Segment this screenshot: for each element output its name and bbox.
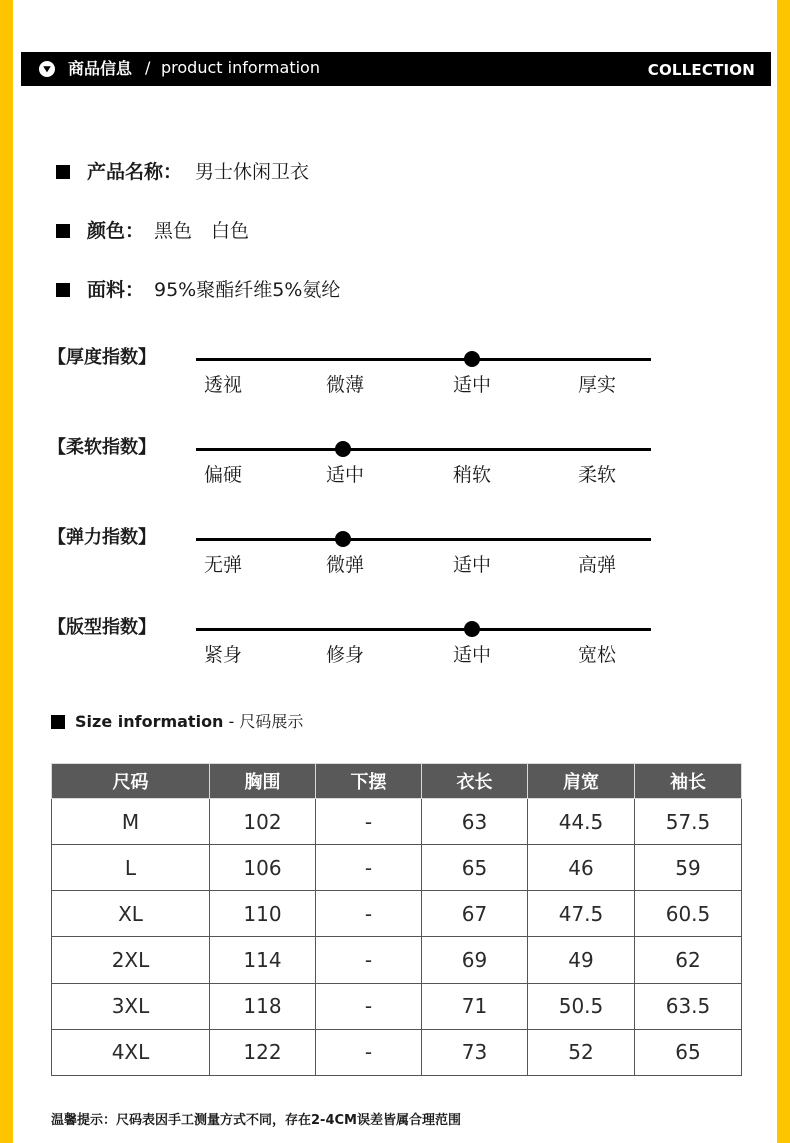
table-cell: 4XL xyxy=(52,1029,210,1075)
table-cell: - xyxy=(316,1029,422,1075)
index-scale-line xyxy=(196,628,651,631)
table-row xyxy=(52,891,742,937)
table-cell: 44.5 xyxy=(528,799,635,845)
table-cell: 49 xyxy=(528,937,635,983)
spec-label: 产品名称： xyxy=(87,161,183,183)
header-collection-label: COLLECTION xyxy=(647,61,755,79)
table-cell: 102 xyxy=(210,799,316,845)
spec-label: 面料： xyxy=(87,279,145,301)
index-option-label: 紧身 xyxy=(204,644,243,666)
index-scale-line xyxy=(196,538,651,541)
table-cell: 67 xyxy=(422,891,528,937)
index-option-label: 适中 xyxy=(453,554,492,576)
index-option-label: 适中 xyxy=(453,374,492,396)
table-cell: 52 xyxy=(528,1029,635,1075)
table-cell: 57.5 xyxy=(635,799,742,845)
table-cell: 65 xyxy=(635,1029,742,1075)
table-cell: 110 xyxy=(210,891,316,937)
table-cell: - xyxy=(316,891,422,937)
index-option-label: 偏硬 xyxy=(204,464,243,486)
table-cell: 59 xyxy=(635,845,742,891)
table-cell: - xyxy=(316,799,422,845)
table-cell: 106 xyxy=(210,845,316,891)
spec-bullet xyxy=(56,283,70,297)
table-cell: M xyxy=(52,799,210,845)
table-cell: 71 xyxy=(422,983,528,1029)
table-row xyxy=(52,937,742,983)
spec-bullet xyxy=(56,224,70,238)
table-cell: 122 xyxy=(210,1029,316,1075)
table-cell: 118 xyxy=(210,983,316,1029)
table-row xyxy=(52,1029,742,1075)
header-separator: / xyxy=(145,58,151,77)
table-cell: 2XL xyxy=(52,937,210,983)
index-selected-marker xyxy=(464,621,480,637)
table-cell: - xyxy=(316,983,422,1029)
spec-bullet xyxy=(56,165,70,179)
table-cell: XL xyxy=(52,891,210,937)
table-cell: L xyxy=(52,845,210,891)
index-selected-marker xyxy=(464,351,480,367)
index-scale-line xyxy=(196,358,651,361)
index-selected-marker xyxy=(335,441,351,457)
index-option-label: 修身 xyxy=(326,644,365,666)
table-row xyxy=(52,845,742,891)
table-row xyxy=(52,983,742,1029)
size-info-title-en: Size information xyxy=(75,712,224,731)
index-option-label: 柔软 xyxy=(578,464,617,486)
index-label: 【弹力指数】 xyxy=(48,527,156,548)
size-info-title xyxy=(75,711,303,733)
size-info-bullet xyxy=(51,715,65,729)
table-cell: 63.5 xyxy=(635,983,742,1029)
right-accent-bar xyxy=(777,0,790,1143)
header-cell-sleeve: 袖长 xyxy=(635,764,742,799)
index-option-label: 适中 xyxy=(453,644,492,666)
table-cell: 114 xyxy=(210,937,316,983)
index-option-label: 稍软 xyxy=(453,464,492,486)
size-info-title-cn: - 尺码展示 xyxy=(223,712,304,731)
size-footnote: 温馨提示：尺码表因手工测量方式不同，存在2-4CM误差皆属合理范围 xyxy=(51,1113,461,1128)
spec-label: 颜色： xyxy=(87,220,145,242)
table-cell: 50.5 xyxy=(528,983,635,1029)
index-label: 【厚度指数】 xyxy=(48,347,156,368)
header-title-cn: 商品信息 xyxy=(68,59,133,78)
index-option-label: 厚实 xyxy=(578,374,617,396)
table-cell: 3XL xyxy=(52,983,210,1029)
spec-value: 黑色 白色 xyxy=(154,220,250,242)
table-cell: 73 xyxy=(422,1029,528,1075)
header-cell-hem: 下摆 xyxy=(316,764,422,799)
table-cell: 65 xyxy=(422,845,528,891)
spec-value: 男士休闲卫衣 xyxy=(195,161,310,183)
index-scale-line xyxy=(196,448,651,451)
index-option-label: 透视 xyxy=(204,374,243,396)
size-table-header-row xyxy=(52,764,742,799)
index-option-label: 微薄 xyxy=(326,374,365,396)
table-cell: 62 xyxy=(635,937,742,983)
product-info-header xyxy=(21,52,771,86)
table-cell: - xyxy=(316,937,422,983)
table-cell: - xyxy=(316,845,422,891)
table-cell: 69 xyxy=(422,937,528,983)
table-cell: 46 xyxy=(528,845,635,891)
index-option-label: 适中 xyxy=(326,464,365,486)
table-cell: 63 xyxy=(422,799,528,845)
spec-value: 95%聚酯纤维5%氨纶 xyxy=(154,279,341,301)
index-selected-marker xyxy=(335,531,351,547)
index-option-label: 无弹 xyxy=(204,554,243,576)
index-option-label: 微弹 xyxy=(326,554,365,576)
size-table xyxy=(51,763,742,1076)
header-cell-size: 尺码 xyxy=(52,764,210,799)
heart-badge-icon xyxy=(39,61,55,77)
header-cell-shoulder: 肩宽 xyxy=(528,764,635,799)
index-label: 【版型指数】 xyxy=(48,617,156,638)
index-option-label: 高弹 xyxy=(578,554,617,576)
index-label: 【柔软指数】 xyxy=(48,437,156,458)
left-accent-bar xyxy=(0,0,13,1143)
header-title-en: product information xyxy=(161,58,320,77)
table-cell: 60.5 xyxy=(635,891,742,937)
index-option-label: 宽松 xyxy=(578,644,617,666)
header-cell-length: 衣长 xyxy=(422,764,528,799)
table-cell: 47.5 xyxy=(528,891,635,937)
header-cell-chest: 胸围 xyxy=(210,764,316,799)
table-row xyxy=(52,799,742,845)
